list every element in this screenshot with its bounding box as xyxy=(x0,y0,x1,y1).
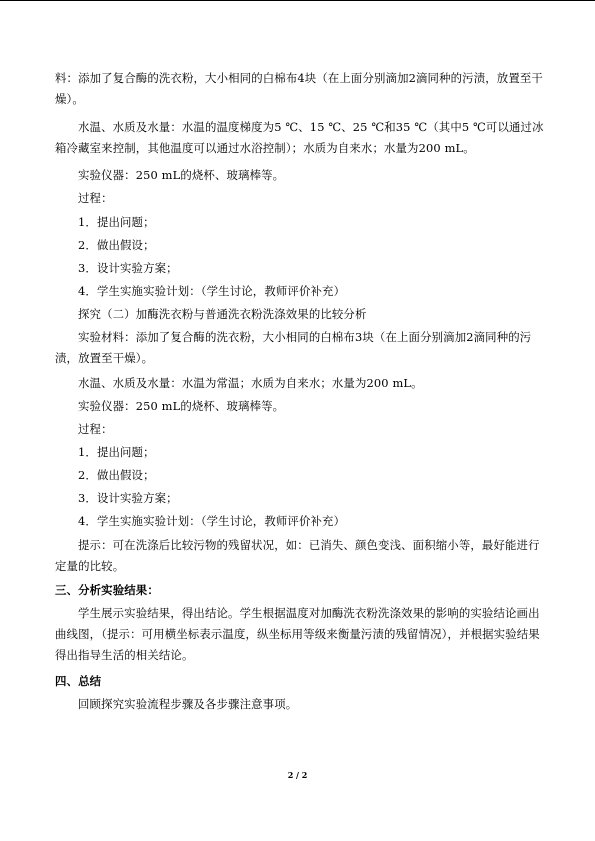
section-heading-analysis: 三、分析实验结果： xyxy=(55,583,159,597)
paragraph-process-label-two: 过程： xyxy=(78,422,113,436)
page-top-rule xyxy=(0,0,595,1)
paragraph-summary: 回顾探究实验流程步骤及各步骤注意事项。 xyxy=(78,697,298,711)
paragraph-inquiry-two-title: 探究（二）加酶洗衣粉与普通洗衣粉洗涤效果的比较分析 xyxy=(78,307,367,321)
paragraph-instruments: 实验仪器：250 mL的烧杯、玻璃棒等。 xyxy=(78,168,285,182)
process-step-4: 4．学生实施实验计划：（学生讨论，教师评价补充） xyxy=(78,284,346,298)
paragraph-water-conditions: 水温、水质及水量：水温的温度梯度为5 ℃、15 ℃、25 ℃和35 ℃（其中5 ℃可以通过冰箱冷藏室来控制，其他温度可以通过水浴控制）；水质为自来水；水量为200 mL。 xyxy=(55,120,544,155)
process-two-step-4: 4．学生实施实验计划：（学生讨论，教师评价补充） xyxy=(78,514,346,528)
paragraph-water-conditions-two: 水温、水质及水量：水温为常温；水质为自来水；水量为200 mL。 xyxy=(78,376,423,390)
process-step-2: 2．做出假设； xyxy=(78,238,155,252)
section-heading-summary: 四、总结 xyxy=(55,674,102,688)
paragraph-materials-two: 实验材料：添加了复合酶的洗衣粉，大小相同的白棉布3块（在上面分别滴加2滴同种的污渍，放置至干燥）。 xyxy=(55,330,532,365)
paragraph-materials-continued: 料：添加了复合酶的洗衣粉，大小相同的白棉布4块（在上面分别滴加2滴同种的污渍，放置至干燥）。 xyxy=(55,71,543,106)
paragraph-analysis: 学生展示实验结果，得出结论。学生根据温度对加酶洗衣粉洗涤效果的影响的实验结论画出曲线图，（提示：可用横坐标表示温度，纵坐标用等级来衡量污渍的残留情况），并根据实验结果得出指导生活的相关结论。 xyxy=(55,606,540,662)
paragraph-instruments-two: 实验仪器：250 mL的烧杯、玻璃棒等。 xyxy=(78,399,285,413)
page-number: 2 / 2 xyxy=(287,770,308,780)
paragraph-process-label: 过程： xyxy=(78,191,113,205)
process-two-step-1: 1．提出问题； xyxy=(78,445,155,459)
process-step-1: 1．提出问题； xyxy=(78,215,155,229)
process-two-step-3: 3．设计实验方案； xyxy=(78,491,178,505)
process-step-3: 3．设计实验方案； xyxy=(78,261,178,275)
paragraph-hint: 提示：可在洗涤后比较污物的残留状况，如：已消失、颜色变浅、面积缩小等，最好能进行定量的比较。 xyxy=(55,538,540,573)
process-two-step-2: 2．做出假设； xyxy=(78,468,155,482)
